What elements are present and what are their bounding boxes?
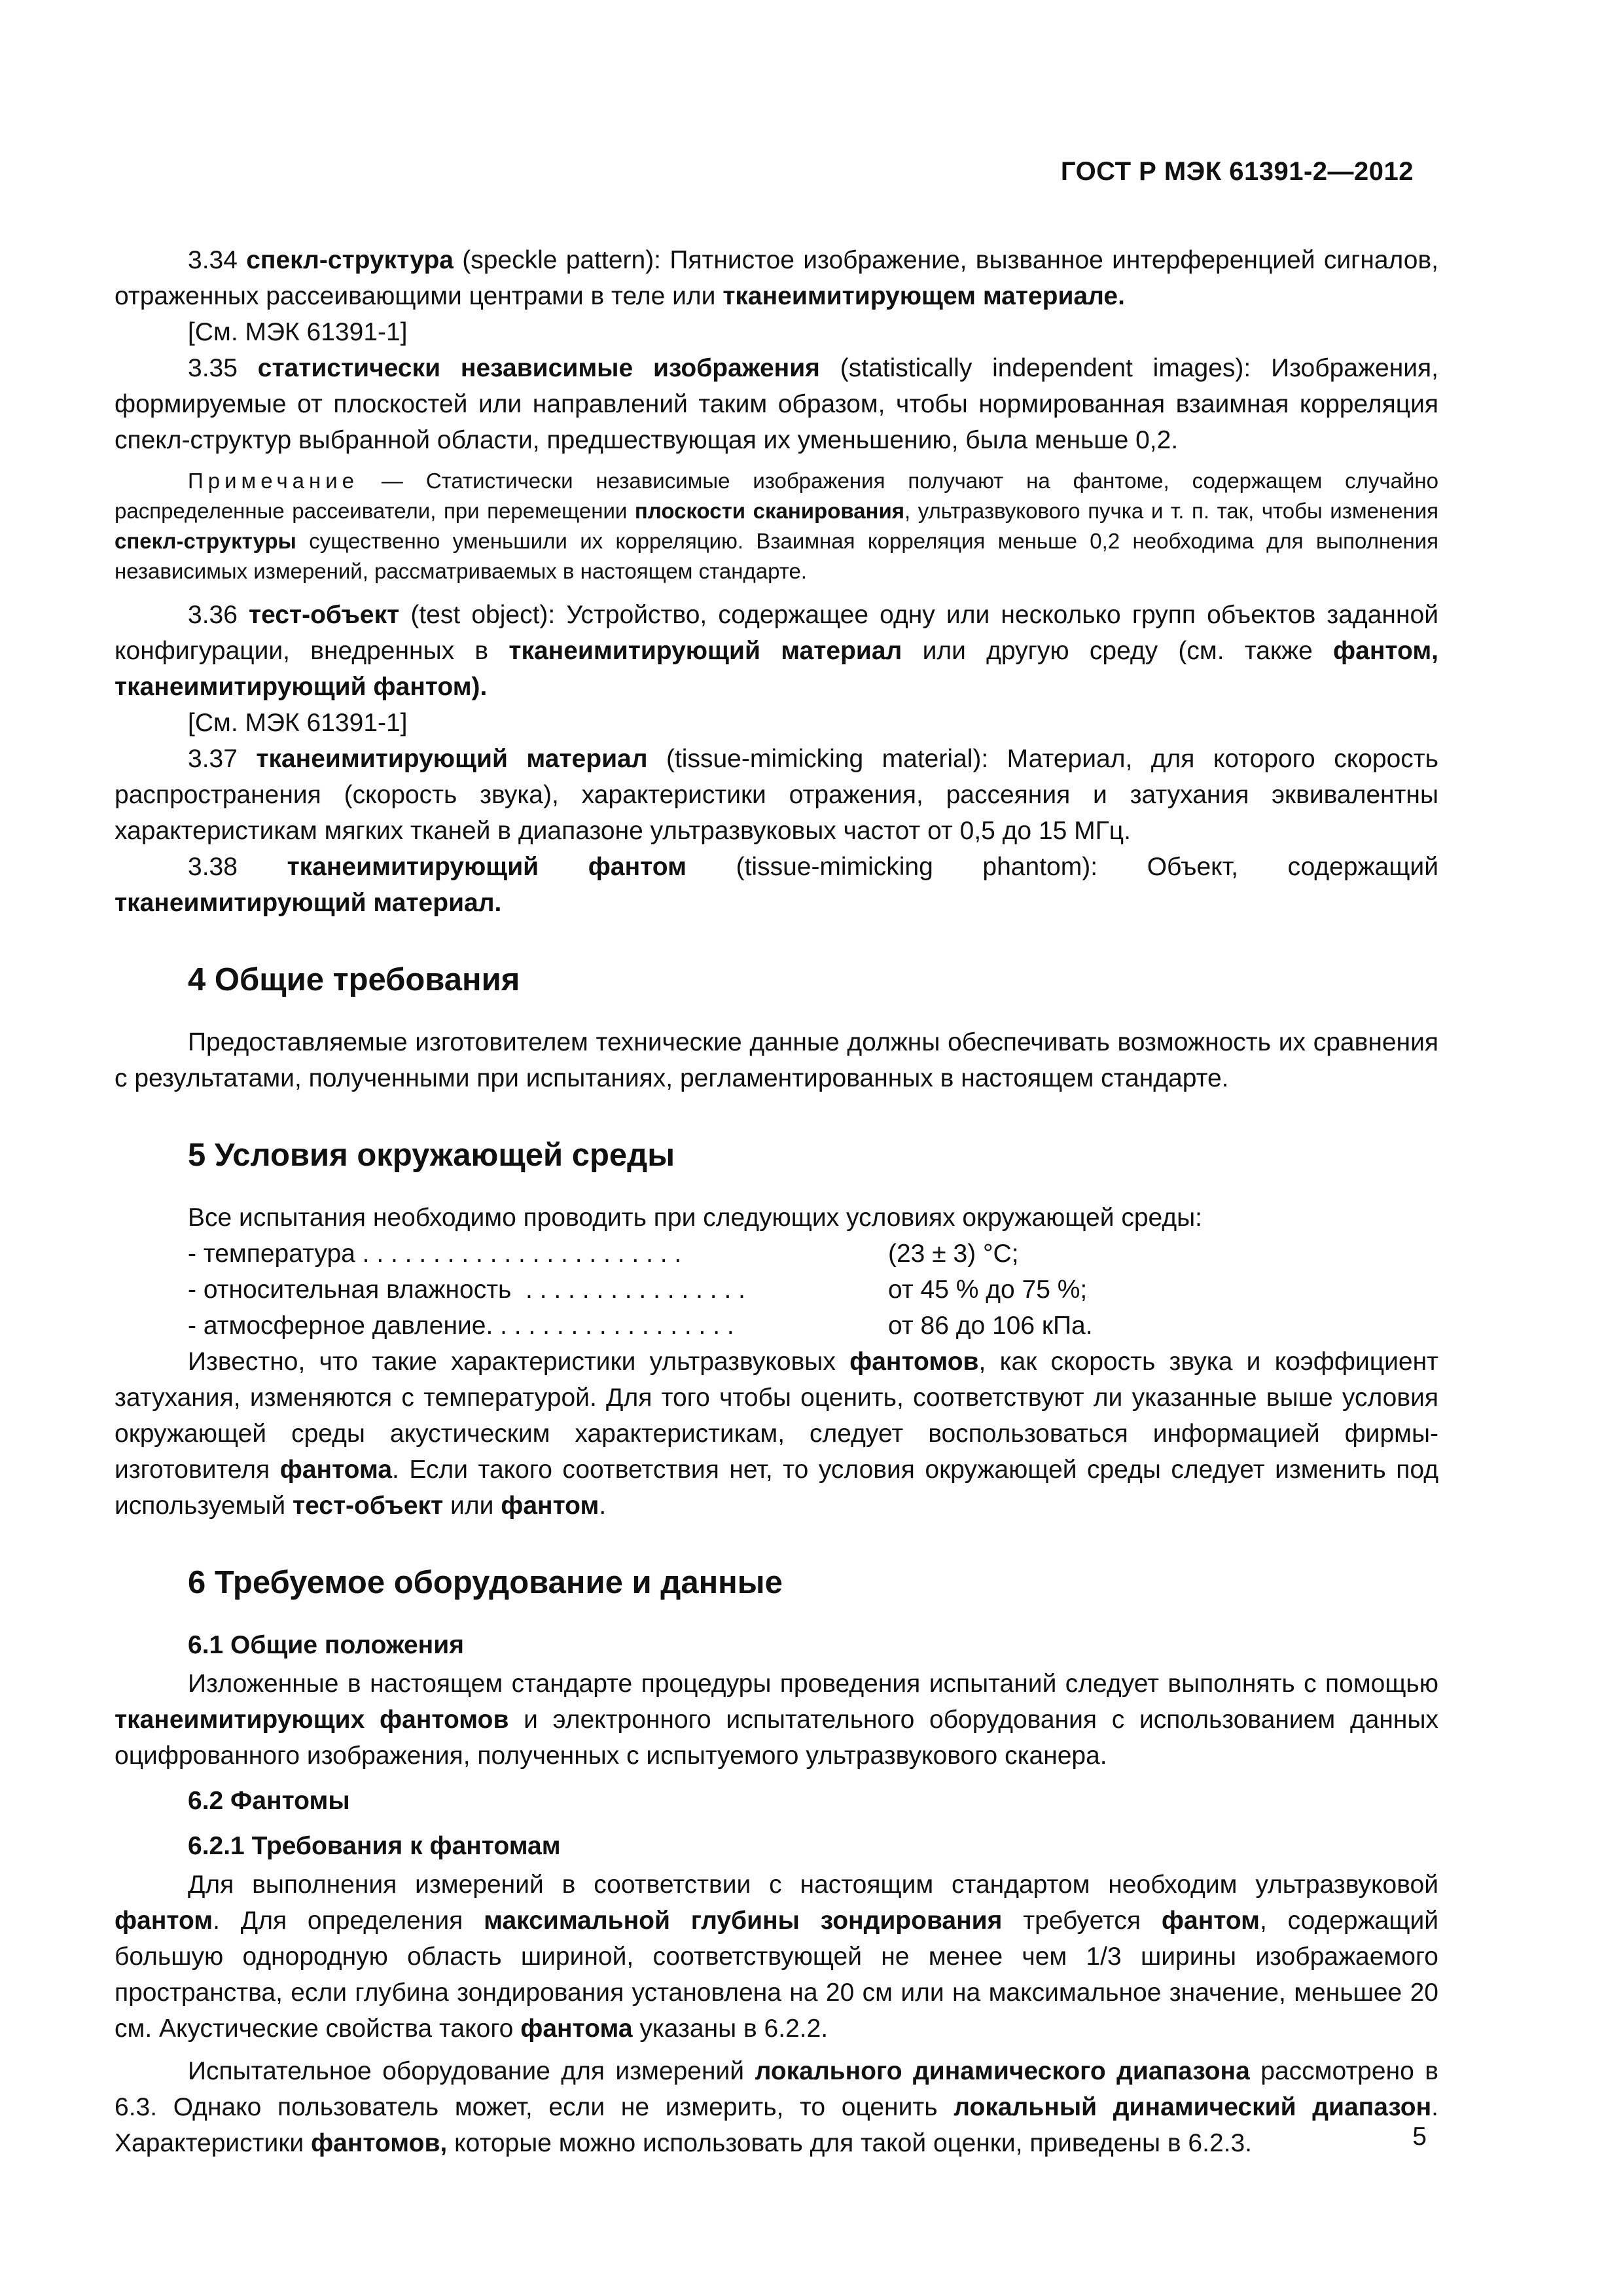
definition-3-35: [115, 350, 1438, 458]
term-reference: фантома: [520, 2015, 633, 2043]
section-5-intro: Все испытания необходимо проводить при следующих условиях окружающей среды:: [188, 1204, 1202, 1232]
term-english: (tissue-mimicking material):: [666, 745, 989, 773]
definition-text: Устройство, содержащее одну или несколько групп объектов заданной конфигурации, внедренных в: [115, 601, 1438, 665]
definition-3-36: [115, 597, 1438, 705]
paragraph-text: . Характеристики: [115, 2093, 1439, 2157]
section-4-paragraph: Предоставляемые изготовителем технические данные должны обеспечивать возможность их сравнения с результатами, полученными при испытаниях, регламентированных в настоящем стандарте.: [115, 1028, 1438, 1092]
standard-code-header: ГОСТ Р МЭК 61391-2—2012: [1060, 157, 1414, 186]
term-reference: фантом: [115, 1907, 213, 1935]
definition-3-37: [115, 741, 1438, 849]
paragraph-text: , как скорость звука и коэффициент затухания, изменяются с температурой. Для того чтобы оценить, соответствуют ли указанные выше условия окружающей среды акустическим характеристикам, следует воспользоваться информацией фирмы-изготовителя: [115, 1348, 1438, 1484]
paragraph-text: указаны в 6.2.2.: [639, 2015, 829, 2043]
term: тест-объект: [249, 601, 400, 629]
note: [115, 466, 1438, 586]
term-reference: тканеимитирующий материал: [508, 637, 902, 665]
note-text: , ультразвукового пучка и т. п. так, чтобы изменения: [904, 499, 1438, 523]
term-reference: тканеимитирующий материал.: [115, 889, 502, 917]
section-4-heading: 4 Общие требования: [188, 962, 520, 997]
definition-text: Материал, для которого скорость распространения (скорость звука), характеристики отражения, рассеяния и затухания эквивалентны характеристикам мягких тканей в диапазоне ультразвуковых частот от 0,5 до 15 МГц.: [115, 745, 1438, 845]
note-label: Примечание: [188, 469, 359, 493]
condition-name: - температура . . . . . . . . . . . . . . . . . . . . . . .: [188, 1240, 682, 1268]
definition-3-38: [115, 849, 1438, 921]
condition-name: - относительная влажность . . . . . . . . . . . . . . . .: [188, 1276, 745, 1304]
paragraph-text: . Для определения: [213, 1907, 463, 1935]
term-reference: тканеимитирующем материале.: [722, 282, 1125, 310]
term-english: (speckle pattern):: [462, 246, 662, 274]
clause-number: 3.35: [188, 354, 238, 382]
section-6-heading: 6 Требуемое оборудование и данные: [188, 1565, 783, 1600]
note-term: спекл-структуры: [115, 529, 296, 553]
document-body: [115, 242, 1438, 2161]
paragraph-text: . Если такого соответствия нет, то условия окружающей среды следует изменить под используемый: [115, 1456, 1438, 1520]
source-reference: [См. МЭК 61391-1]: [188, 318, 408, 346]
paragraph-text: рассмотрено в 6.3. Однако пользователь может, если не измерить, то оценить: [115, 2057, 1438, 2121]
condition-value: (23 ± 3) °С;: [888, 1240, 1019, 1268]
condition-value: от 45 % до 75 %;: [888, 1276, 1088, 1304]
clause-number: 3.38: [188, 853, 238, 881]
term: тканеимитирующий фантом: [287, 853, 687, 881]
subsection-6-1-heading: 6.1 Общие положения: [188, 1631, 464, 1659]
subsection-6-2-1-heading: 6.2.1 Требования к фантомам: [188, 1832, 561, 1860]
term-reference: тест-объект: [292, 1492, 444, 1520]
condition-value: от 86 до 106 кПа.: [888, 1312, 1093, 1340]
subsection-6-2-1-paragraph: [115, 1867, 1438, 2047]
condition-humidity: [115, 1272, 1438, 1308]
section-5-paragraph: [115, 1344, 1438, 1524]
condition-temperature: [115, 1236, 1438, 1272]
paragraph-text: Для выполнения измерений в соответствии с настоящим стандартом необходим ультразвуковой: [188, 1871, 1438, 1899]
term-reference: фантомов,: [311, 2129, 448, 2157]
term-reference: локальный динамический диапазон: [954, 2093, 1432, 2121]
definition-text: Изображения, формируемые от плоскостей или направлений таким образом, чтобы нормированная взаимная корреляция спекл-структур выбранной области, предшествующая их уменьшению, была меньше 0,2.: [115, 354, 1439, 454]
paragraph-text: Известно, что такие характеристики ультразвуковых: [188, 1348, 836, 1376]
subsection-6-2-heading: 6.2 Фантомы: [188, 1787, 350, 1815]
section-5-heading: 5 Условия окружающей среды: [188, 1138, 675, 1173]
paragraph-text: Изложенные в настоящем стандарте процедуры проведения испытаний следует выполнять с помощью: [188, 1670, 1438, 1698]
clause-number: 3.34: [188, 246, 238, 274]
term-reference: фантомов: [849, 1348, 979, 1376]
definition-text: Объект, содержащий: [1147, 853, 1438, 881]
term-reference: фантом, тканеимитирующий фантом).: [115, 637, 1438, 701]
source-reference: [См. МЭК 61391-1]: [188, 709, 408, 737]
clause-number: 3.36: [188, 601, 238, 629]
paragraph-text: .: [599, 1492, 607, 1520]
page-number: 5: [1412, 2123, 1427, 2151]
term-reference: тканеимитирующих фантомов: [115, 1706, 509, 1734]
subsection-6-2-1-paragraph-2: [115, 2053, 1438, 2161]
term: тканеимитирующий материал: [256, 745, 648, 773]
term-reference: фантом: [1161, 1907, 1260, 1935]
paragraph-text: которые можно использовать для такой оценки, приведены в 6.2.3.: [454, 2129, 1253, 2157]
paragraph-text: Испытательное оборудование для измерений: [188, 2057, 745, 2085]
paragraph-text: и электронного испытательного оборудования с использованием данных оцифрованного изображения, полученных с испытуемого ультразвукового сканера.: [115, 1706, 1438, 1770]
note-term: плоскости сканирования: [634, 499, 905, 523]
condition-pressure: [115, 1308, 1438, 1344]
paragraph-text: или: [450, 1492, 494, 1520]
definition-text: или другую среду (см. также: [922, 637, 1313, 665]
note-text: — Статистически независимые изображения получают на фантоме, содержащем случайно распределенные рассеиватели, при перемещении: [115, 469, 1438, 523]
term-english: (statistically independent images):: [840, 354, 1251, 382]
condition-name: - атмосферное давление. . . . . . . . . . . . . . . . . .: [188, 1312, 734, 1340]
paragraph-text: , содержащий большую однородную область шириной, соответствующей не менее чем 1/3 ширины изображаемого пространства, если глубина зондирования установлена на 20 см или на максимальное значение, меньшее 20 см. Акустические свойства такого: [115, 1907, 1439, 2043]
term-reference: максимальной глубины зондирования: [484, 1907, 1003, 1935]
term-english: (tissue-mimicking phantom):: [736, 853, 1098, 881]
term-english: (test object):: [410, 601, 556, 629]
clause-number: 3.37: [188, 745, 238, 773]
definition-text: Пятнистое изображение, вызванное интерференцией сигналов, отраженных рассеивающими центрами в теле или: [115, 246, 1438, 310]
term: статистически независимые изображения: [257, 354, 820, 382]
note-text: существенно уменьшили их корреляцию. Взаимная корреляция меньше 0,2 необходима для выполнения независимых измерений, рассматриваемых в настоящем стандарте.: [115, 529, 1438, 583]
paragraph-text: требуется: [1023, 1907, 1141, 1935]
term-reference: локального динамического диапазона: [755, 2057, 1250, 2085]
definition-3-34: [115, 242, 1438, 314]
term-reference: фантом: [501, 1492, 599, 1520]
term-reference: фантома: [279, 1456, 393, 1484]
term: спекл-структура: [246, 246, 454, 274]
subsection-6-1-paragraph: [115, 1666, 1438, 1774]
